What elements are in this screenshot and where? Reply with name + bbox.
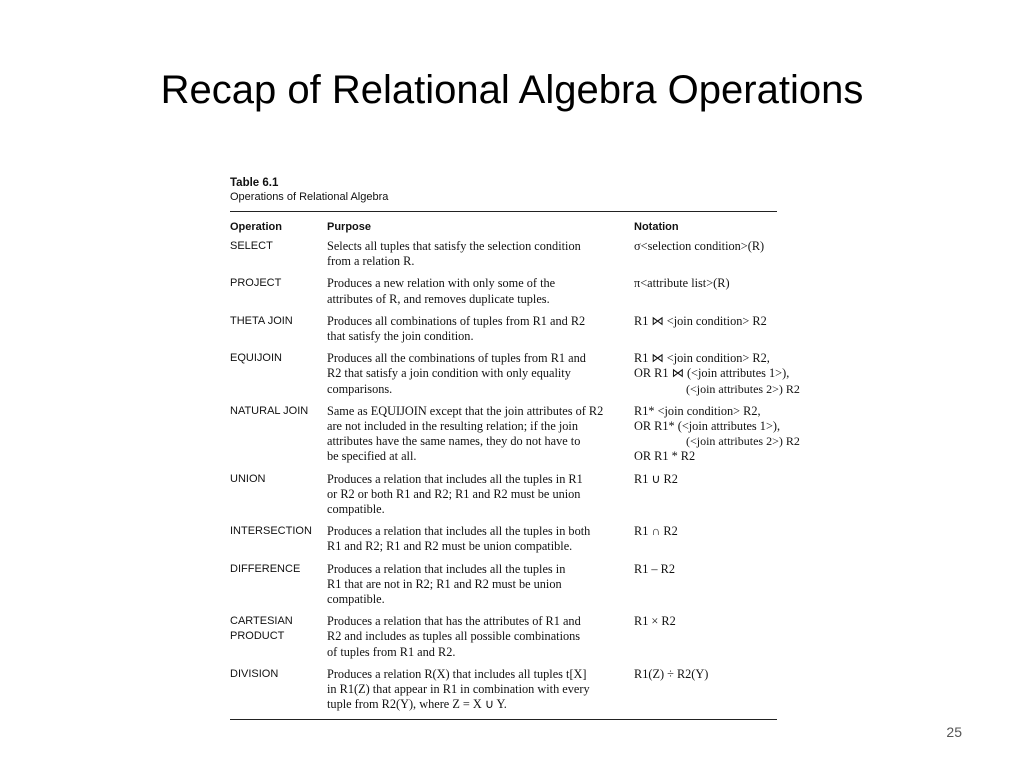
- table-body: [230, 239, 800, 719]
- notation-cell: [634, 403, 800, 472]
- notation-cell: [634, 524, 777, 561]
- notation-line: (<join attributes 2>) R2: [686, 381, 800, 396]
- purpose-line: R1 and R2; R1 and R2 must be union compatible.: [327, 539, 573, 554]
- operation-name-line: NATURAL JOIN: [230, 404, 309, 417]
- purpose-cell: [327, 524, 634, 561]
- header-notation: Notation: [634, 221, 679, 233]
- header-purpose: Purpose: [327, 221, 372, 233]
- notation-line: OR R1 * R2: [634, 449, 696, 464]
- purpose-line: be specified at all.: [327, 449, 417, 464]
- purpose-line: Selects all tuples that satisfy the selection condition: [327, 239, 581, 253]
- header-operation: Operation: [230, 221, 282, 233]
- purpose-line: Produces a relation that includes all the tuples in R1: [327, 471, 583, 486]
- purpose-line: R2 that satisfy a join condition with only equality: [327, 366, 571, 381]
- notation-line: (<join attributes 2>) R2: [686, 434, 800, 449]
- slide-title: Recap of Relational Algebra Operations: [160, 68, 864, 112]
- operation-cell: [230, 667, 327, 720]
- purpose-line: or R2 or both R1 and R2; R1 and R2 must be union: [327, 486, 581, 501]
- operation-name-line: UNION: [230, 472, 266, 485]
- purpose-cell: [327, 314, 634, 351]
- operation-cell: [230, 614, 327, 667]
- operation-name-line: EQUIJOIN: [230, 352, 282, 365]
- operation-name-line: DIFFERENCE: [230, 562, 301, 575]
- operation-cell: [230, 314, 327, 351]
- notation-line: π<attribute list>(R): [634, 276, 730, 291]
- table-row: [230, 472, 777, 525]
- purpose-line: Produces a relation that has the attributes of R1 and: [327, 614, 581, 629]
- operation-cell: [230, 239, 327, 276]
- purpose-line: Produces all combinations of tuples from R1 and R2: [327, 313, 586, 328]
- purpose-line: R2 and includes as tuples all possible combinations: [327, 629, 581, 644]
- notation-cell: [634, 667, 777, 720]
- purpose-line: Produces a relation that includes all the tuples in: [327, 561, 566, 576]
- notation-line: R1 ∪ R2: [634, 471, 678, 486]
- operation-name-line: PRODUCT: [230, 630, 285, 643]
- purpose-line: attributes of R, and removes duplicate tuples.: [327, 291, 550, 306]
- notation-cell: [634, 562, 777, 615]
- notation-line: R1 – R2: [634, 561, 675, 576]
- notation-line: R1 ⋈ <join condition> R2: [634, 313, 767, 328]
- purpose-cell: [327, 404, 634, 472]
- table-row: [230, 351, 777, 404]
- purpose-line: Produces all the combinations of tuples from R1 and: [327, 351, 586, 366]
- purpose-cell: [327, 276, 634, 313]
- notation-line: OR R1* (<join attributes 1>),: [634, 419, 781, 434]
- page-number: 25: [946, 724, 962, 740]
- operation-cell: [230, 562, 327, 615]
- table-row: [230, 404, 777, 472]
- operation-name-line: PROJECT: [230, 277, 282, 290]
- table-row: [230, 667, 777, 720]
- operation-cell: [230, 404, 327, 472]
- notation-cell: [634, 472, 777, 525]
- purpose-line: are not included in the resulting relation; if the join: [327, 419, 578, 434]
- purpose-line: Produces a relation R(X) that includes all tuples t[X]: [327, 666, 587, 681]
- purpose-line: attributes have the same names, they do not have to: [327, 434, 581, 449]
- table-row: [230, 524, 777, 561]
- purpose-line: Same as EQUIJOIN except that the join attributes of R2: [327, 403, 604, 418]
- notation-cell: [634, 239, 777, 276]
- purpose-cell: [327, 614, 634, 667]
- table-row: [230, 276, 777, 313]
- operations-table: [230, 212, 800, 719]
- purpose-cell: [327, 472, 634, 525]
- operation-name-line: SELECT: [230, 240, 273, 252]
- table-row: [230, 614, 777, 667]
- purpose-line: compatible.: [327, 592, 385, 607]
- notation-line: OR R1 ⋈ (<join attributes 1>),: [634, 366, 790, 381]
- table-row: [230, 314, 777, 351]
- purpose-cell: [327, 562, 634, 615]
- table-caption-number: Table 6.1: [230, 177, 279, 189]
- operation-cell: [230, 524, 327, 561]
- purpose-cell: [327, 667, 634, 720]
- operation-cell: [230, 472, 327, 525]
- notation-cell: [634, 351, 800, 404]
- table-bottom-rule: [230, 719, 777, 720]
- purpose-line: Produces a new relation with only some of the: [327, 276, 556, 291]
- operation-name-line: INTERSECTION: [230, 525, 312, 538]
- table-row: [230, 562, 777, 615]
- purpose-cell: [327, 351, 634, 404]
- notation-line: R1 × R2: [634, 614, 676, 629]
- operation-name-line: THETA JOIN: [230, 314, 293, 327]
- table-header-row: [230, 212, 777, 239]
- purpose-line: in R1(Z) that appear in R1 in combination with every: [327, 682, 590, 697]
- notation-cell: [634, 276, 777, 313]
- notation-line: R1 ∩ R2: [634, 524, 678, 539]
- purpose-line: from a relation R.: [327, 254, 415, 269]
- purpose-line: comparisons.: [327, 381, 393, 396]
- purpose-line: R1 that are not in R2; R1 and R2 must be union: [327, 576, 562, 591]
- operation-cell: [230, 351, 327, 404]
- operation-name-line: CARTESIAN: [230, 615, 293, 628]
- notation-line: σ<selection condition>(R): [634, 239, 765, 253]
- operation-cell: [230, 276, 327, 313]
- notation-cell: [634, 314, 777, 351]
- purpose-line: compatible.: [327, 502, 385, 517]
- notation-line: R1(Z) ÷ R2(Y): [634, 666, 709, 681]
- table-row: [230, 239, 777, 276]
- notation-cell: [634, 614, 777, 667]
- purpose-line: of tuples from R1 and R2.: [327, 644, 456, 659]
- purpose-line: that satisfy the join condition.: [327, 329, 474, 344]
- table-caption-text: Operations of Relational Algebra: [230, 191, 389, 203]
- operation-name-line: DIVISION: [230, 667, 279, 680]
- notation-line: R1* <join condition> R2,: [634, 403, 761, 418]
- purpose-line: tuple from R2(Y), where Z = X ∪ Y.: [327, 697, 507, 712]
- purpose-cell: [327, 239, 634, 276]
- purpose-line: Produces a relation that includes all the tuples in both: [327, 524, 591, 539]
- notation-line: R1 ⋈ <join condition> R2,: [634, 351, 770, 366]
- relational-algebra-table-block: [230, 176, 800, 720]
